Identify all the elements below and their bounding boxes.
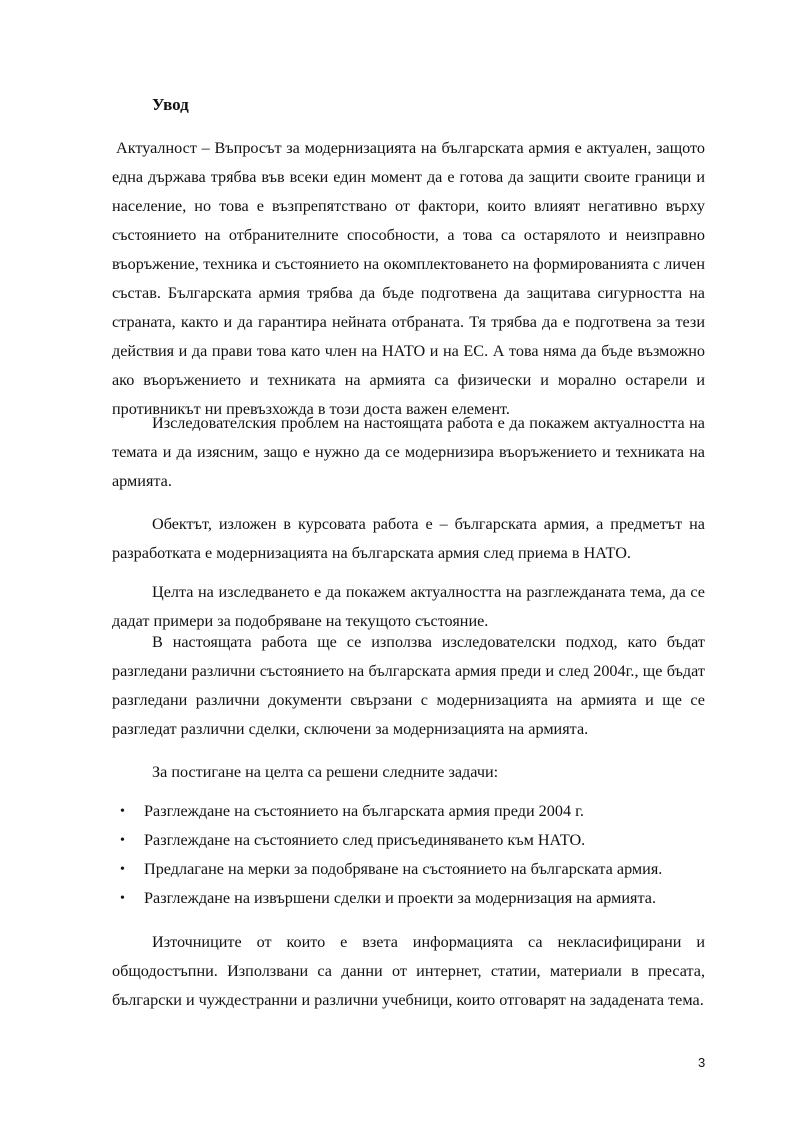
list-item <box>112 826 705 855</box>
paragraph-object-subject: Обектът, изложен в курсовата работа е – българската армия, а предметът на разработката е модернизацията на българската армия след приема в НАТО. <box>112 515 705 562</box>
task-text: Разглеждане на състоянието на българската армия преди 2004 г. <box>144 802 584 820</box>
paragraph-relevance: Актуалност – Въпросът за модернизацията на българската армия е актуален, защото една държава трябва във всеки един момент да е готова да защити своите граници и население, но това е възпрепятствано от фактори, които влияят негативно върху състоянието на отбранителните способности, а това са остарялото и неизправно въоръжение, техника и състоянието на окомплектоването на формированията с личен състав. Българската армия трябва да бъде подготвена да защитава сигурността на страната, както и да гарантира нейната отбраната. Тя трябва да е подготвена за тези действия и да прави това като член на НАТО и на ЕС. А това няма да бъде възможно ако въоръжението и техниката на армията са физически и морално остарели и противникът ни превъзхожда в този доста важен елемент. <box>112 139 705 418</box>
task-text: Предлагане на мерки за подобряване на състоянието на българската армия. <box>144 860 663 878</box>
bullet-icon: • <box>120 891 125 906</box>
paragraph-sources: Източниците от които е взета информацията са некласифицирани и общодостъпни. Използвани са данни от интернет, статии, материали в пресата, български и чуждестранни и различни учебници, които отговарят на зададената тема. <box>112 933 705 1009</box>
paragraph-research-problem: Изследователския проблем на настоящата работа е да покажем актуалността на темата и да изясним, защо е нужно да се модернизира въоръжението и техниката на армията. <box>112 414 705 490</box>
list-item <box>112 797 705 826</box>
bullet-icon: • <box>120 862 125 877</box>
paragraph-tasks-intro: За постигане на целта са решени следните задачи: <box>152 763 499 781</box>
section-heading: Увод <box>152 95 189 114</box>
list-item <box>112 855 705 884</box>
page-number: 3 <box>698 1055 706 1070</box>
task-text: Разглеждане на състоянието след присъединяването към НАТО. <box>144 831 586 849</box>
task-list <box>112 797 705 913</box>
list-item <box>112 884 705 913</box>
paragraph-goal: Целта на изследването е да покажем актуалността на разглежданата тема, да се дадат примери за подобряване на текущото състояние. <box>112 583 705 630</box>
bullet-icon: • <box>120 804 125 819</box>
bullet-icon: • <box>120 833 125 848</box>
task-text: Разглеждане на извършени сделки и проекти за модернизация на армията. <box>144 889 656 907</box>
paragraph-approach: В настоящата работа ще се използва изследователски подход, като бъдат разгледани различни състоянието на българската армия преди и след 2004г., ще бъдат разгледани различни документи свързани с модернизацията на армията и ще се разгледат различни сделки, сключени за модернизацията на армията. <box>112 633 705 738</box>
